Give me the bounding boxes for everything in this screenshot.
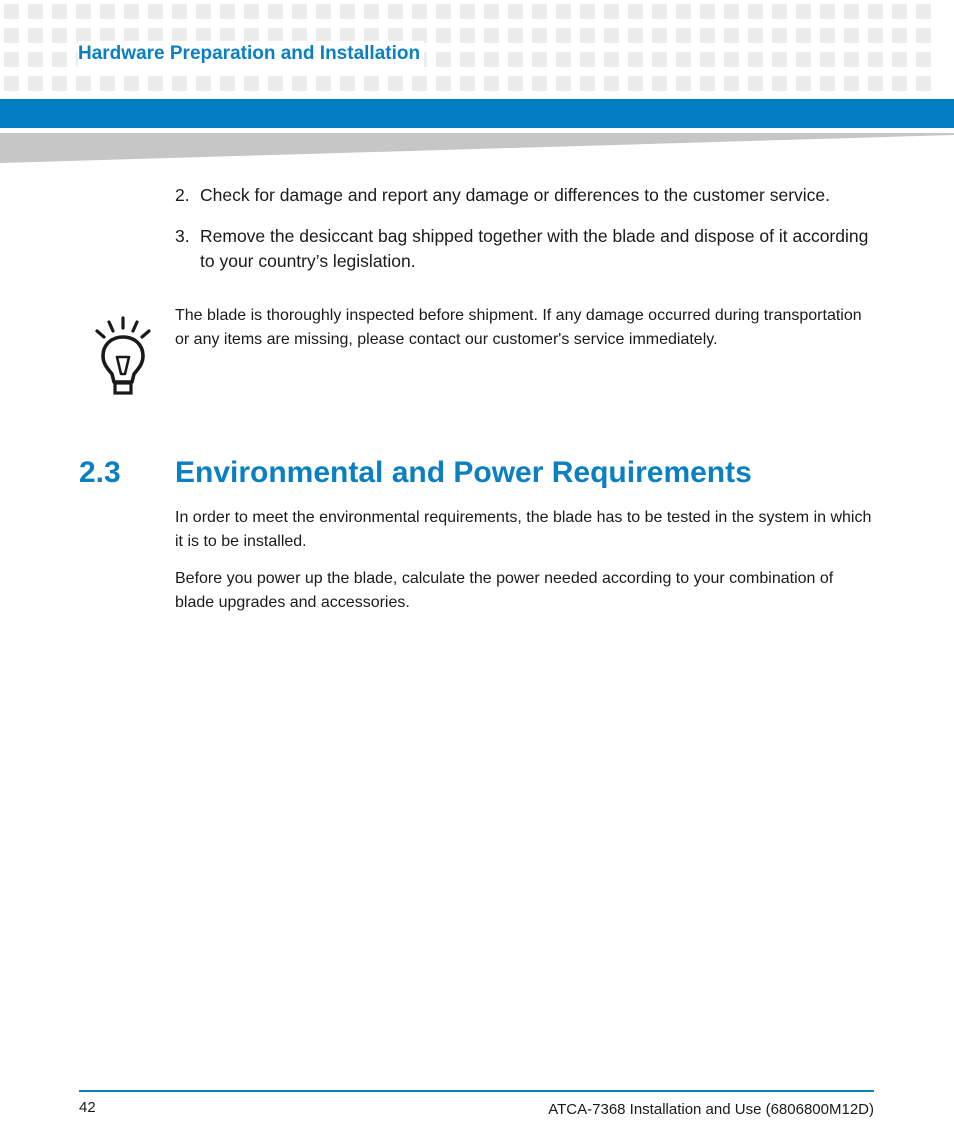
header-pattern-cell: [508, 4, 523, 19]
header-pattern-cell: [76, 4, 91, 19]
section-paragraph: In order to meet the environmental requirements, the blade has to be tested in the system in which it is to be installed.: [175, 509, 872, 550]
header-pattern-cell: [532, 76, 547, 91]
section-number: 2.3: [79, 456, 121, 489]
header-pattern-cell: [436, 76, 451, 91]
header-pattern-cell: [844, 28, 859, 43]
header-pattern-cell: [100, 76, 115, 91]
header-pattern-cell: [388, 4, 403, 19]
header-pattern-cell: [844, 52, 859, 67]
header-pattern-cell: [388, 76, 403, 91]
header-pattern-cell: [4, 4, 19, 19]
header-pattern-cell: [364, 76, 379, 91]
header-pattern-cell: [484, 76, 499, 91]
header-pattern-cell: [436, 4, 451, 19]
header-pattern-cell: [4, 76, 19, 91]
section-title: Environmental and Power Requirements: [175, 456, 752, 489]
header-pattern-cell: [4, 52, 19, 67]
header-pattern-cell: [460, 76, 475, 91]
header-pattern-cell: [604, 28, 619, 43]
step-item-2: [175, 183, 875, 208]
header-pattern-cell: [724, 76, 739, 91]
header-pattern-cell: [892, 52, 907, 67]
header-pattern-cell: [268, 76, 283, 91]
header-pattern-cell: [364, 4, 379, 19]
header-pattern-cell: [52, 76, 67, 91]
header-pattern-cell: [316, 76, 331, 91]
header-pattern-cell: [796, 52, 811, 67]
header-pattern-cell: [772, 52, 787, 67]
header-pattern-cell: [28, 4, 43, 19]
header-pattern-cell: [652, 52, 667, 67]
header-pattern-cell: [892, 28, 907, 43]
header-pattern-cell: [676, 28, 691, 43]
header-pattern-cell: [556, 28, 571, 43]
header-pattern-cell: [484, 28, 499, 43]
header-pattern-cell: [244, 4, 259, 19]
header-pattern-cell: [820, 4, 835, 19]
header-pattern-cell: [628, 4, 643, 19]
header-pattern-cell: [748, 28, 763, 43]
header-pattern-cell: [772, 28, 787, 43]
document-title: ATCA-7368 Installation and Use (6806800M12D): [548, 1101, 874, 1118]
header-pattern-cell: [580, 52, 595, 67]
header-pattern-cell: [604, 52, 619, 67]
header-pattern-cell: [580, 4, 595, 19]
header-pattern-cell: [244, 76, 259, 91]
header-pattern-cell: [172, 76, 187, 91]
note-text: The blade is thoroughly inspected before shipment. If any damage occurred during transportation or any items are missing, please contact our customer's service immediately.: [175, 307, 862, 348]
header-pattern-cell: [796, 28, 811, 43]
header-pattern-cell: [412, 76, 427, 91]
header-pattern-cell: [28, 28, 43, 43]
section-paragraph: Before you power up the blade, calculate the power needed according to your combination of blade upgrades and accessories.: [175, 570, 834, 611]
header-pattern-cell: [436, 52, 451, 67]
header-pattern-cell: [628, 28, 643, 43]
header-pattern-cell: [820, 28, 835, 43]
header-pattern-cell: [436, 28, 451, 43]
header-pattern-cell: [628, 52, 643, 67]
header-pattern-cell: [820, 52, 835, 67]
header-pattern-cell: [868, 28, 883, 43]
footer-rule: [79, 1090, 874, 1092]
header-pattern-cell: [700, 4, 715, 19]
header-pattern-cell: [796, 4, 811, 19]
header-pattern-cell: [148, 76, 163, 91]
lightbulb-icon: [90, 312, 156, 398]
header-pattern-cell: [724, 4, 739, 19]
page-number: 42: [79, 1099, 96, 1116]
header-pattern-cell: [100, 4, 115, 19]
header-pattern-cell: [532, 52, 547, 67]
step-number: 3.: [175, 226, 190, 246]
step-number: 2.: [175, 185, 190, 205]
header-pattern-cell: [556, 52, 571, 67]
header-pattern-cell: [556, 76, 571, 91]
header-pattern-cell: [724, 52, 739, 67]
header-pattern-cell: [868, 76, 883, 91]
header-pattern-cell: [628, 76, 643, 91]
header-pattern-cell: [292, 4, 307, 19]
header-pattern-cell: [892, 4, 907, 19]
header-pattern-cell: [508, 76, 523, 91]
step-item-3: [175, 224, 875, 274]
header-pattern-cell: [700, 28, 715, 43]
header-pattern-cell: [4, 28, 19, 43]
chapter-title: Hardware Preparation and Installation: [78, 41, 424, 67]
header-pattern-cell: [28, 76, 43, 91]
header-pattern-cell: [700, 52, 715, 67]
header-pattern-cell: [868, 4, 883, 19]
header-pattern-cell: [340, 4, 355, 19]
header-pattern-cell: [196, 76, 211, 91]
header-pattern-cell: [532, 28, 547, 43]
header-pattern-cell: [220, 76, 235, 91]
header-pattern-cell: [772, 76, 787, 91]
header-blue-bar: [0, 99, 954, 128]
header-pattern-cell: [580, 28, 595, 43]
header-pattern-cell: [916, 52, 931, 67]
header-pattern-cell: [676, 4, 691, 19]
header-pattern-cell: [652, 4, 667, 19]
header-pattern-cell: [28, 52, 43, 67]
header-pattern-cell: [172, 4, 187, 19]
header-pattern-cell: [460, 4, 475, 19]
header-pattern-cell: [724, 28, 739, 43]
header-pattern-cell: [556, 4, 571, 19]
header-pattern-cell: [124, 76, 139, 91]
header-pattern-cell: [460, 28, 475, 43]
header-pattern-cell: [412, 4, 427, 19]
header-pattern-cell: [148, 4, 163, 19]
header-pattern-cell: [700, 76, 715, 91]
header-pattern-cell: [316, 4, 331, 19]
header-pattern-cell: [52, 28, 67, 43]
header-pattern-cell: [604, 4, 619, 19]
header-gray-wedge: [0, 133, 954, 163]
header-pattern-cell: [676, 76, 691, 91]
header-pattern-cell: [748, 4, 763, 19]
header-pattern-cell: [916, 28, 931, 43]
header-pattern-cell: [844, 76, 859, 91]
header-pattern-cell: [484, 4, 499, 19]
header-pattern-cell: [484, 52, 499, 67]
step-text: Check for damage and report any damage or differences to the customer service.: [200, 185, 831, 205]
header-pattern-cell: [460, 52, 475, 67]
step-text: Remove the desiccant bag shipped together with the blade and dispose of it according to your country’s legislation.: [200, 226, 869, 271]
header-pattern-cell: [508, 28, 523, 43]
header-pattern-cell: [220, 4, 235, 19]
header-pattern-cell: [652, 76, 667, 91]
header-pattern-cell: [916, 4, 931, 19]
header-pattern-cell: [844, 4, 859, 19]
header-pattern-cell: [868, 52, 883, 67]
header-pattern-cell: [892, 76, 907, 91]
header-pattern-cell: [124, 4, 139, 19]
header-pattern-cell: [196, 4, 211, 19]
header-pattern-cell: [52, 52, 67, 67]
header-pattern-cell: [340, 76, 355, 91]
header-pattern-cell: [820, 76, 835, 91]
header-pattern-cell: [76, 76, 91, 91]
header-pattern-cell: [676, 52, 691, 67]
header-pattern-cell: [748, 76, 763, 91]
header-pattern-cell: [508, 52, 523, 67]
header-pattern-cell: [748, 52, 763, 67]
header-pattern-cell: [604, 76, 619, 91]
header-pattern-cell: [532, 4, 547, 19]
header-pattern-cell: [916, 76, 931, 91]
header-pattern-cell: [796, 76, 811, 91]
header-pattern-cell: [292, 76, 307, 91]
header-pattern-cell: [772, 4, 787, 19]
header-pattern-cell: [268, 4, 283, 19]
header-pattern-cell: [652, 28, 667, 43]
header-pattern-cell: [52, 4, 67, 19]
header-pattern-cell: [580, 76, 595, 91]
